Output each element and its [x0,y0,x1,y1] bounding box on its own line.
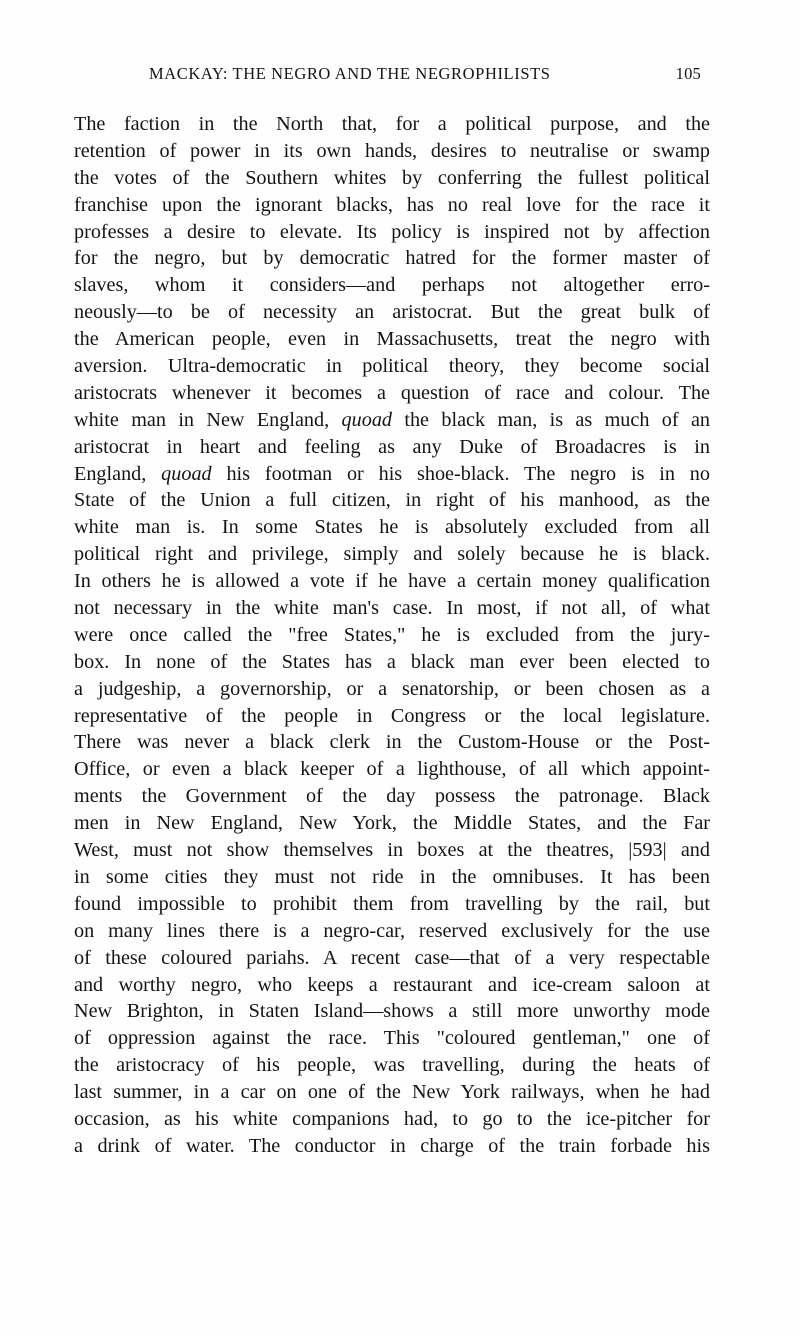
page-number: 105 [675,64,701,83]
running-title: MACKAY: THE NEGRO AND THE NEGROPHILISTS [149,64,551,83]
text-line: were once called the "free States," he is excluded from the jury- [74,623,710,646]
text-line: in some cities they must not ride in the omnibuses. It has been [74,865,710,888]
text-line: a judgeship, a governorship, or a senatorship, or been chosen as a [74,677,710,700]
text-line: not necessary in the white man's case. In most, if not all, of what [74,597,710,620]
text-line: aristocrats whenever it becomes a question of race and colour. The [74,381,710,404]
body-paragraph [74,111,710,1160]
text-line: found impossible to prohibit them from travelling by the rail, but [74,892,710,915]
text-segment: England, [74,462,162,485]
text-line: of these coloured pariahs. A recent case—that of a very respectable [74,946,710,969]
text-line: for the negro, but by democratic hatred for the former master of [74,247,710,270]
text-segment: the black man, is as much of an [392,408,711,431]
text-line: franchise upon the ignorant blacks, has no real love for the race it [74,193,710,216]
text-line: The faction in the North that, for a political purpose, and the [74,113,710,135]
text-line: neously—to be of necessity an aristocrat. But the great bulk of [74,301,710,324]
text-line: There was never a black clerk in the Custom-House or the Post- [74,731,710,754]
text-line: and worthy negro, who keeps a restaurant and ice-cream saloon at [74,973,710,996]
text-line-with-italic [74,407,710,434]
italic-term: quoad [341,408,392,431]
text-line-with-italic [74,461,710,488]
text-line: box. In none of the States has a black man ever been elected to [74,650,710,673]
text-line: men in New England, New York, the Middle States, and the Far [74,812,710,835]
text-line: the votes of the Southern whites by conferring the fullest political [74,166,710,189]
text-line: ments the Government of the day possess the patronage. Black [74,785,710,808]
text-line: on many lines there is a negro-car, reserved exclusively for the use [74,919,710,942]
text-line: political right and privilege, simply and solely because he is black. [74,543,710,566]
text-line: white man is. In some States he is absolutely excluded from all [74,516,710,539]
text-line: representative of the people in Congress or the local legislature. [74,704,710,727]
text-line: In others he is allowed a vote if he have a certain money qualification [74,570,710,593]
text-line: aversion. Ultra-democratic in political theory, they become social [74,355,710,378]
text-line: the American people, even in Massachusetts, treat the negro with [74,328,710,351]
italic-term: quoad [161,462,212,485]
text-line: a drink of water. The conductor in charge of the train forbade his [74,1134,710,1157]
text-line: occasion, as his white companions had, to go to the ice-pitcher for [74,1107,710,1130]
text-line: slaves, whom it considers—and perhaps not altogether erro- [74,274,710,297]
running-head [149,64,709,86]
text-line: aristocrat in heart and feeling as any Duke of Broadacres is in [74,435,710,458]
text-line: Office, or even a black keeper of a lighthouse, of all which appoint- [74,758,710,781]
text-line: State of the Union a full citizen, in right of his manhood, as the [74,489,710,512]
text-line: the aristocracy of his people, was travelling, during the heats of [74,1054,710,1077]
text-segment: his footman or his shoe-black. The negro is in no [211,462,710,485]
text-segment: white man in New England, [74,408,342,431]
text-line: West, must not show themselves in boxes at the theatres, |593| and [74,839,710,862]
text-line: retention of power in its own hands, desires to neutralise or swamp [74,139,710,162]
text-line: professes a desire to elevate. Its policy is inspired not by affection [74,220,710,243]
text-line: of oppression against the race. This "coloured gentleman," one of [74,1027,710,1050]
text-line: last summer, in a car on one of the New York railways, when he had [74,1081,710,1104]
text-line: New Brighton, in Staten Island—shows a still more unworthy mode [74,1000,710,1023]
